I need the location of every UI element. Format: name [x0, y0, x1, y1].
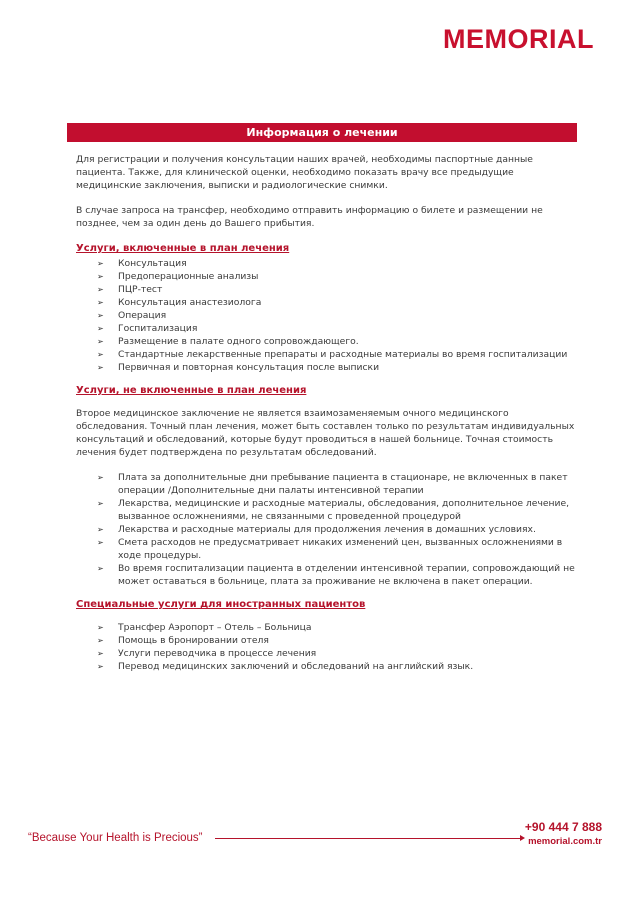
list-item: ➢ Плата за дополнительные дни пребывание пациента в стационаре, не включенных в пакет операции /Дополнительные дни палаты интенсивной терапии	[97, 472, 568, 496]
arrow-bullet-icon: ➢	[97, 662, 104, 671]
arrow-right-icon	[520, 835, 525, 841]
list-item: ➢ Помощь в бронировании отеля	[97, 635, 269, 646]
arrow-bullet-icon: ➢	[97, 324, 104, 333]
arrow-bullet-icon: ➢	[97, 623, 104, 632]
list-item: ➢ Операция	[97, 310, 167, 321]
list-item: ➢ Предоперационные анализы	[97, 271, 259, 282]
section-banner: Информация о лечении	[67, 123, 577, 142]
arrow-bullet-icon: ➢	[97, 363, 104, 372]
arrow-bullet-icon: ➢	[97, 272, 104, 281]
arrow-bullet-icon: ➢	[97, 636, 104, 645]
arrow-bullet-icon: ➢	[97, 564, 104, 573]
list-item: ➢ Консультация	[97, 258, 187, 269]
footer-phone: +90 444 7 888	[524, 820, 602, 834]
arrow-bullet-icon: ➢	[97, 285, 104, 294]
footer-website: memorial.com.tr	[528, 836, 602, 847]
arrow-bullet-icon: ➢	[97, 525, 104, 534]
document-body	[76, 153, 576, 683]
list-item: ➢ Во время госпитализации пациента в отделении интенсивной терапии, сопровождающий не может оставаться в больнице, плата за проживание не включена в пакет операции.	[97, 563, 575, 587]
excluded-paragraph: Второе медицинское заключение не является взаимозаменяемым очного медицинского обследования. Точный план лечения, может быть составлен только по результатам индивидуальных консультаций и обследований, которые будут проводиться в нашей больнице. Точная стоимость лечения будет подтверждена по результатам обследований.	[76, 408, 575, 458]
intro-paragraph: Для регистрации и получения консультации наших врачей, необходимы паспортные данные пациента. Также, для клинической оценки, необходимо показать врачу все предыдущие медицинские заключения, выписки и радиологические снимки.	[76, 154, 533, 191]
arrow-bullet-icon: ➢	[97, 538, 104, 547]
footer-slogan: “Because Your Health is Precious”	[28, 832, 203, 844]
list-item: ➢ ПЦР-тест	[97, 284, 163, 295]
memorial-logo: MEMORIAL	[443, 24, 594, 54]
list-item: ➢ Перевод медицинских заключений и обследований на английский язык.	[97, 661, 474, 672]
arrow-bullet-icon: ➢	[97, 311, 104, 320]
arrow-bullet-icon: ➢	[97, 350, 104, 359]
arrow-bullet-icon: ➢	[97, 298, 104, 307]
list-item: ➢ Услуги переводчика в процессе лечения	[97, 648, 317, 659]
arrow-bullet-icon: ➢	[97, 649, 104, 658]
list-item: ➢ Стандартные лекарственные препараты и расходные материалы во время госпитализации	[97, 349, 568, 360]
list-item: ➢ Консультация анастезиолога	[97, 297, 262, 308]
list-item: ➢ Лекарства и расходные материалы для продолжения лечения в домашних условиях.	[97, 524, 536, 535]
list-item: ➢ Размещение в палате одного сопровождающего.	[97, 336, 359, 347]
excluded-heading: Услуги, не включенные в план лечения	[76, 385, 307, 396]
list-item: ➢ Трансфер Аэропорт – Отель – Больница	[97, 622, 312, 633]
list-item: ➢ Первичная и повторная консультация после выписки	[97, 362, 380, 373]
footer-divider	[215, 838, 522, 839]
special-list	[76, 621, 576, 673]
list-item: ➢ Смета расходов не предусматривает никаких изменений цен, вызванных осложнениями в ходе процедуры.	[97, 537, 563, 561]
arrow-bullet-icon: ➢	[97, 499, 104, 508]
excluded-list	[76, 471, 576, 588]
arrow-bullet-icon: ➢	[97, 259, 104, 268]
list-item: ➢ Госпитализация	[97, 323, 198, 334]
special-heading: Специальные услуги для иностранных пациентов	[76, 599, 366, 610]
list-item: ➢ Лекарства, медицинские и расходные материалы, обследования, дополнительное лечение, вызванное осложнениями, не связанными с проведенной процедурой	[97, 498, 570, 522]
included-heading: Услуги, включенные в план лечения	[76, 243, 290, 254]
arrow-bullet-icon: ➢	[97, 473, 104, 482]
transfer-paragraph: В случае запроса на трансфер, необходимо отправить информацию о билете и размещении не позднее, чем за один день до Вашего прибытия.	[76, 205, 543, 229]
included-list	[76, 257, 576, 374]
arrow-bullet-icon: ➢	[97, 337, 104, 346]
